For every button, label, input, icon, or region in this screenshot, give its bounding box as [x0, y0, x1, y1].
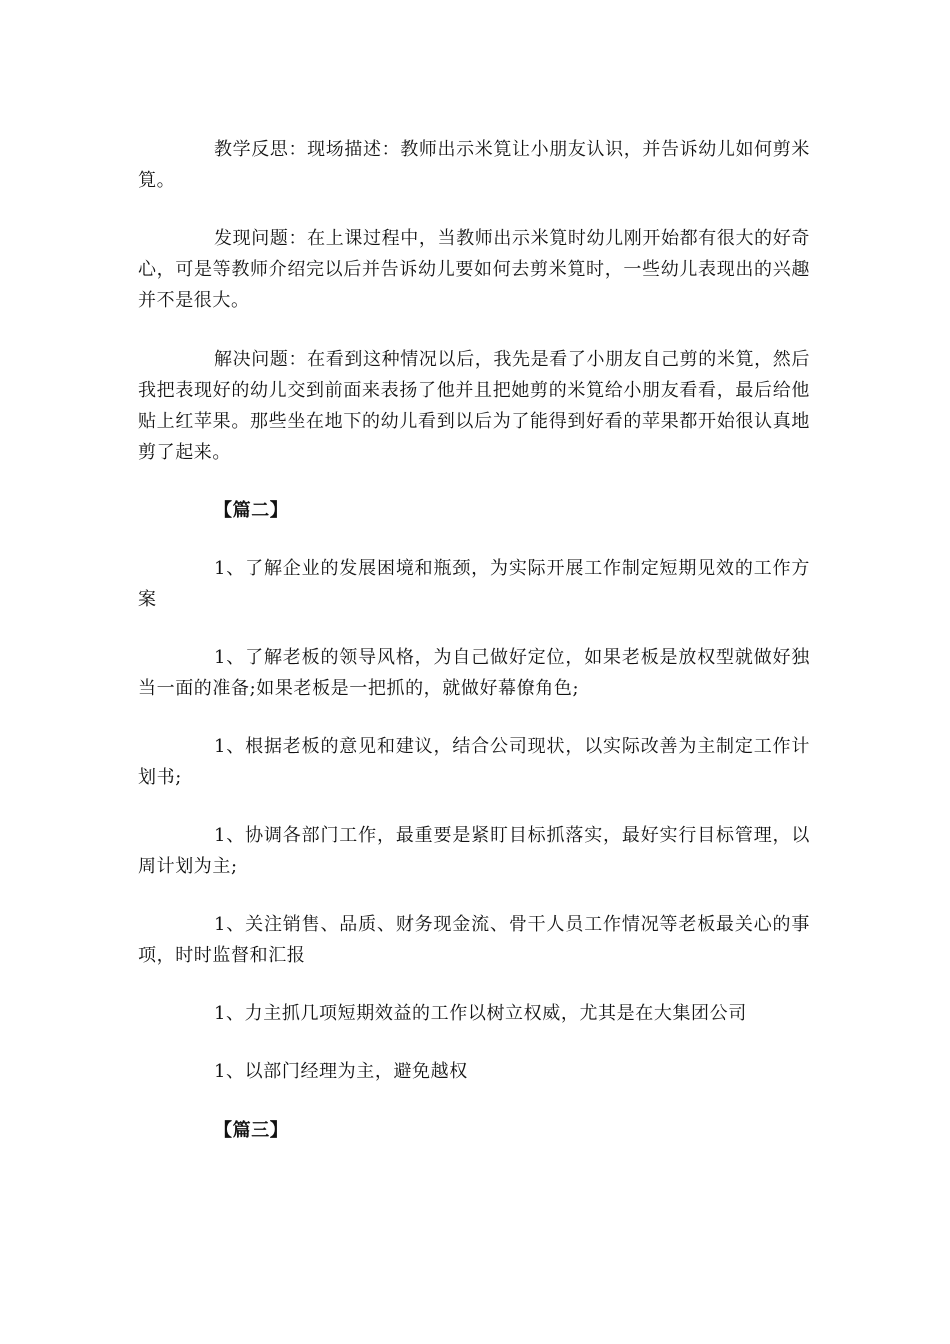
paragraph-teaching-reflection: 教学反思：现场描述：教师出示米筧让小朋友认识，并告诉幼儿如何剪米筧。	[138, 139, 810, 191]
list-item: 1、协调各部门工作，最重要是紧盯目标抓落实，最好实行目标管理，以周计划为主;	[138, 825, 810, 877]
list-item: 1、了解老板的领导风格，为自己做好定位，如果老板是放权型就做好独当一面的准备;如果老板是一把抓的，就做好幕僚角色;	[138, 647, 810, 699]
section-heading-3: 【篇三】	[214, 1120, 289, 1141]
list-item: 1、关注销售、品质、财务现金流、骨干人员工作情况等老板最关心的事项，时时监督和汇报	[138, 914, 810, 966]
list-item: 1、根据老板的意见和建议，结合公司现状，以实际改善为主制定工作计划书;	[138, 736, 810, 788]
paragraph-solve-problem: 解决问题：在看到这种情况以后，我先是看了小朋友自己剪的米筧，然后我把表现好的幼儿交到前面来表扬了他并且把她剪的米筧给小朋友看看，最后给他贴上红苹果。那些坐在地下的幼儿看到以后为了能得到好看的苹果都开始很认真地剪了起来。	[138, 349, 810, 463]
list-item: 1、以部门经理为主，避免越权	[214, 1061, 468, 1082]
list-item: 1、力主抓几项短期效益的工作以树立权威，尤其是在大集团公司	[214, 1003, 747, 1024]
list-item: 1、了解企业的发展困境和瓶颈，为实际开展工作制定短期见效的工作方案	[138, 558, 810, 610]
paragraph-found-problem: 发现问题：在上课过程中，当教师出示米筧时幼儿刚开始都有很大的好奇心，可是等教师介绍完以后并告诉幼儿要如何去剪米筧时，一些幼儿表现出的兴趣并不是很大。	[138, 228, 810, 311]
document-body	[138, 134, 810, 1146]
section-heading-2: 【篇二】	[214, 500, 289, 521]
